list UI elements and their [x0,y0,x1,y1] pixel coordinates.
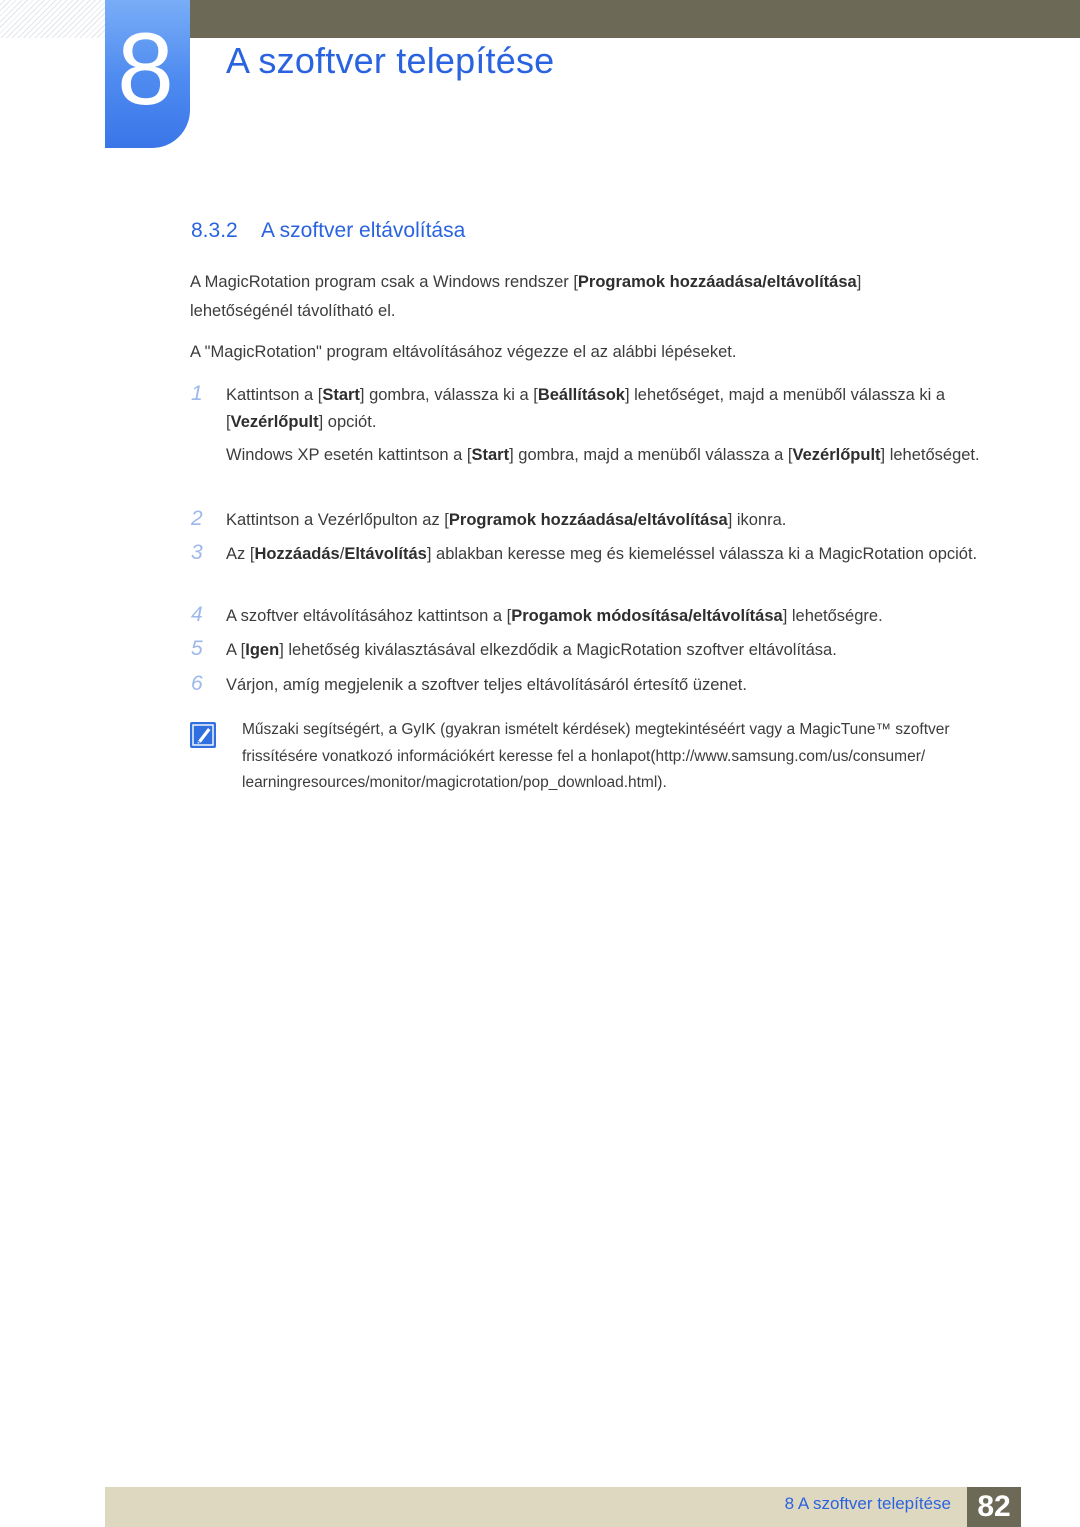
section-title: A szoftver eltávolítása [261,219,466,242]
step-number: 2 [191,507,203,530]
intro-text: A MagicRotation program csak a Windows rendszer [ [190,273,578,291]
step-text: Kattintson a [Start] gombra, válassza ki a [Beállítások] lehetőséget, majd a menüből válassza ki a [Vezérlőpult] opciót. Windows XP esetén kattintson a [Start] gombra, majd a menüből válassza a [Vezérlőpult] lehetőséget. [226,382,996,470]
step-subnote: Windows XP esetén kattintson a [Start] gombra, majd a menüből válassza a [Vezérlőpult] lehetőséget. [226,446,980,464]
note-pencil-icon [190,722,216,748]
chapter-number-badge [105,0,190,148]
intro-paragraph [190,268,1010,326]
header-hatch-decoration [0,0,105,38]
intro-continuation: lehetőségénél távolítható el. [190,302,396,320]
footer-chapter-label: 8 A szoftver telepítése [784,1494,951,1513]
intro-text-end: ] [856,273,862,291]
step-text: A [Igen] lehetőség kiválasztásával elkezdődik a MagicRotation szoftver eltávolítása. [226,641,837,659]
step-number: 4 [191,603,203,626]
step-text: Az [Hozzáadás/Eltávolítás] ablakban keresse meg és kiemeléssel válassza ki a MagicRotation opciót. [226,545,978,563]
chapter-title: A szoftver telepítése [226,40,555,81]
note-line: frissítésére vonatkozó információkért keresse fel a honlapot(http://www.samsung.com/us/consumer/ [242,747,926,765]
step-text: Várjon, amíg megjelenik a szoftver teljes eltávolításáról értesítő üzenet. [226,676,747,694]
section-number: 8.3.2 [191,219,238,242]
step-number: 5 [191,637,203,660]
header-bar [190,0,1080,38]
note-line: Műszaki segítségért, a GyIK (gyakran ismételt kérdések) megtekintéséért vagy a MagicTune™ szoftver [242,721,950,738]
section-heading [191,219,465,243]
step-number: 6 [191,672,203,695]
note-text [242,717,1012,797]
intro-steps-lead: A "MagicRotation" program eltávolításához végezze el az alábbi lépéseket. [190,343,737,361]
step-text: Kattintson a Vezérlőpulton az [Programok hozzáadása/eltávolítása] ikonra. [226,511,787,529]
chapter-number: 8 [117,12,174,126]
note-line: learningresources/monitor/magicrotation/pop_download.html). [242,774,667,791]
step-number: 3 [191,541,203,564]
step-number: 1 [191,382,203,405]
intro-bold-term: Programok hozzáadása/eltávolítása [577,273,857,291]
page-number: 82 [967,1487,1021,1527]
step-text: A szoftver eltávolításához kattintson a [Progamok módosítása/eltávolítása] lehetőségre. [226,607,883,625]
